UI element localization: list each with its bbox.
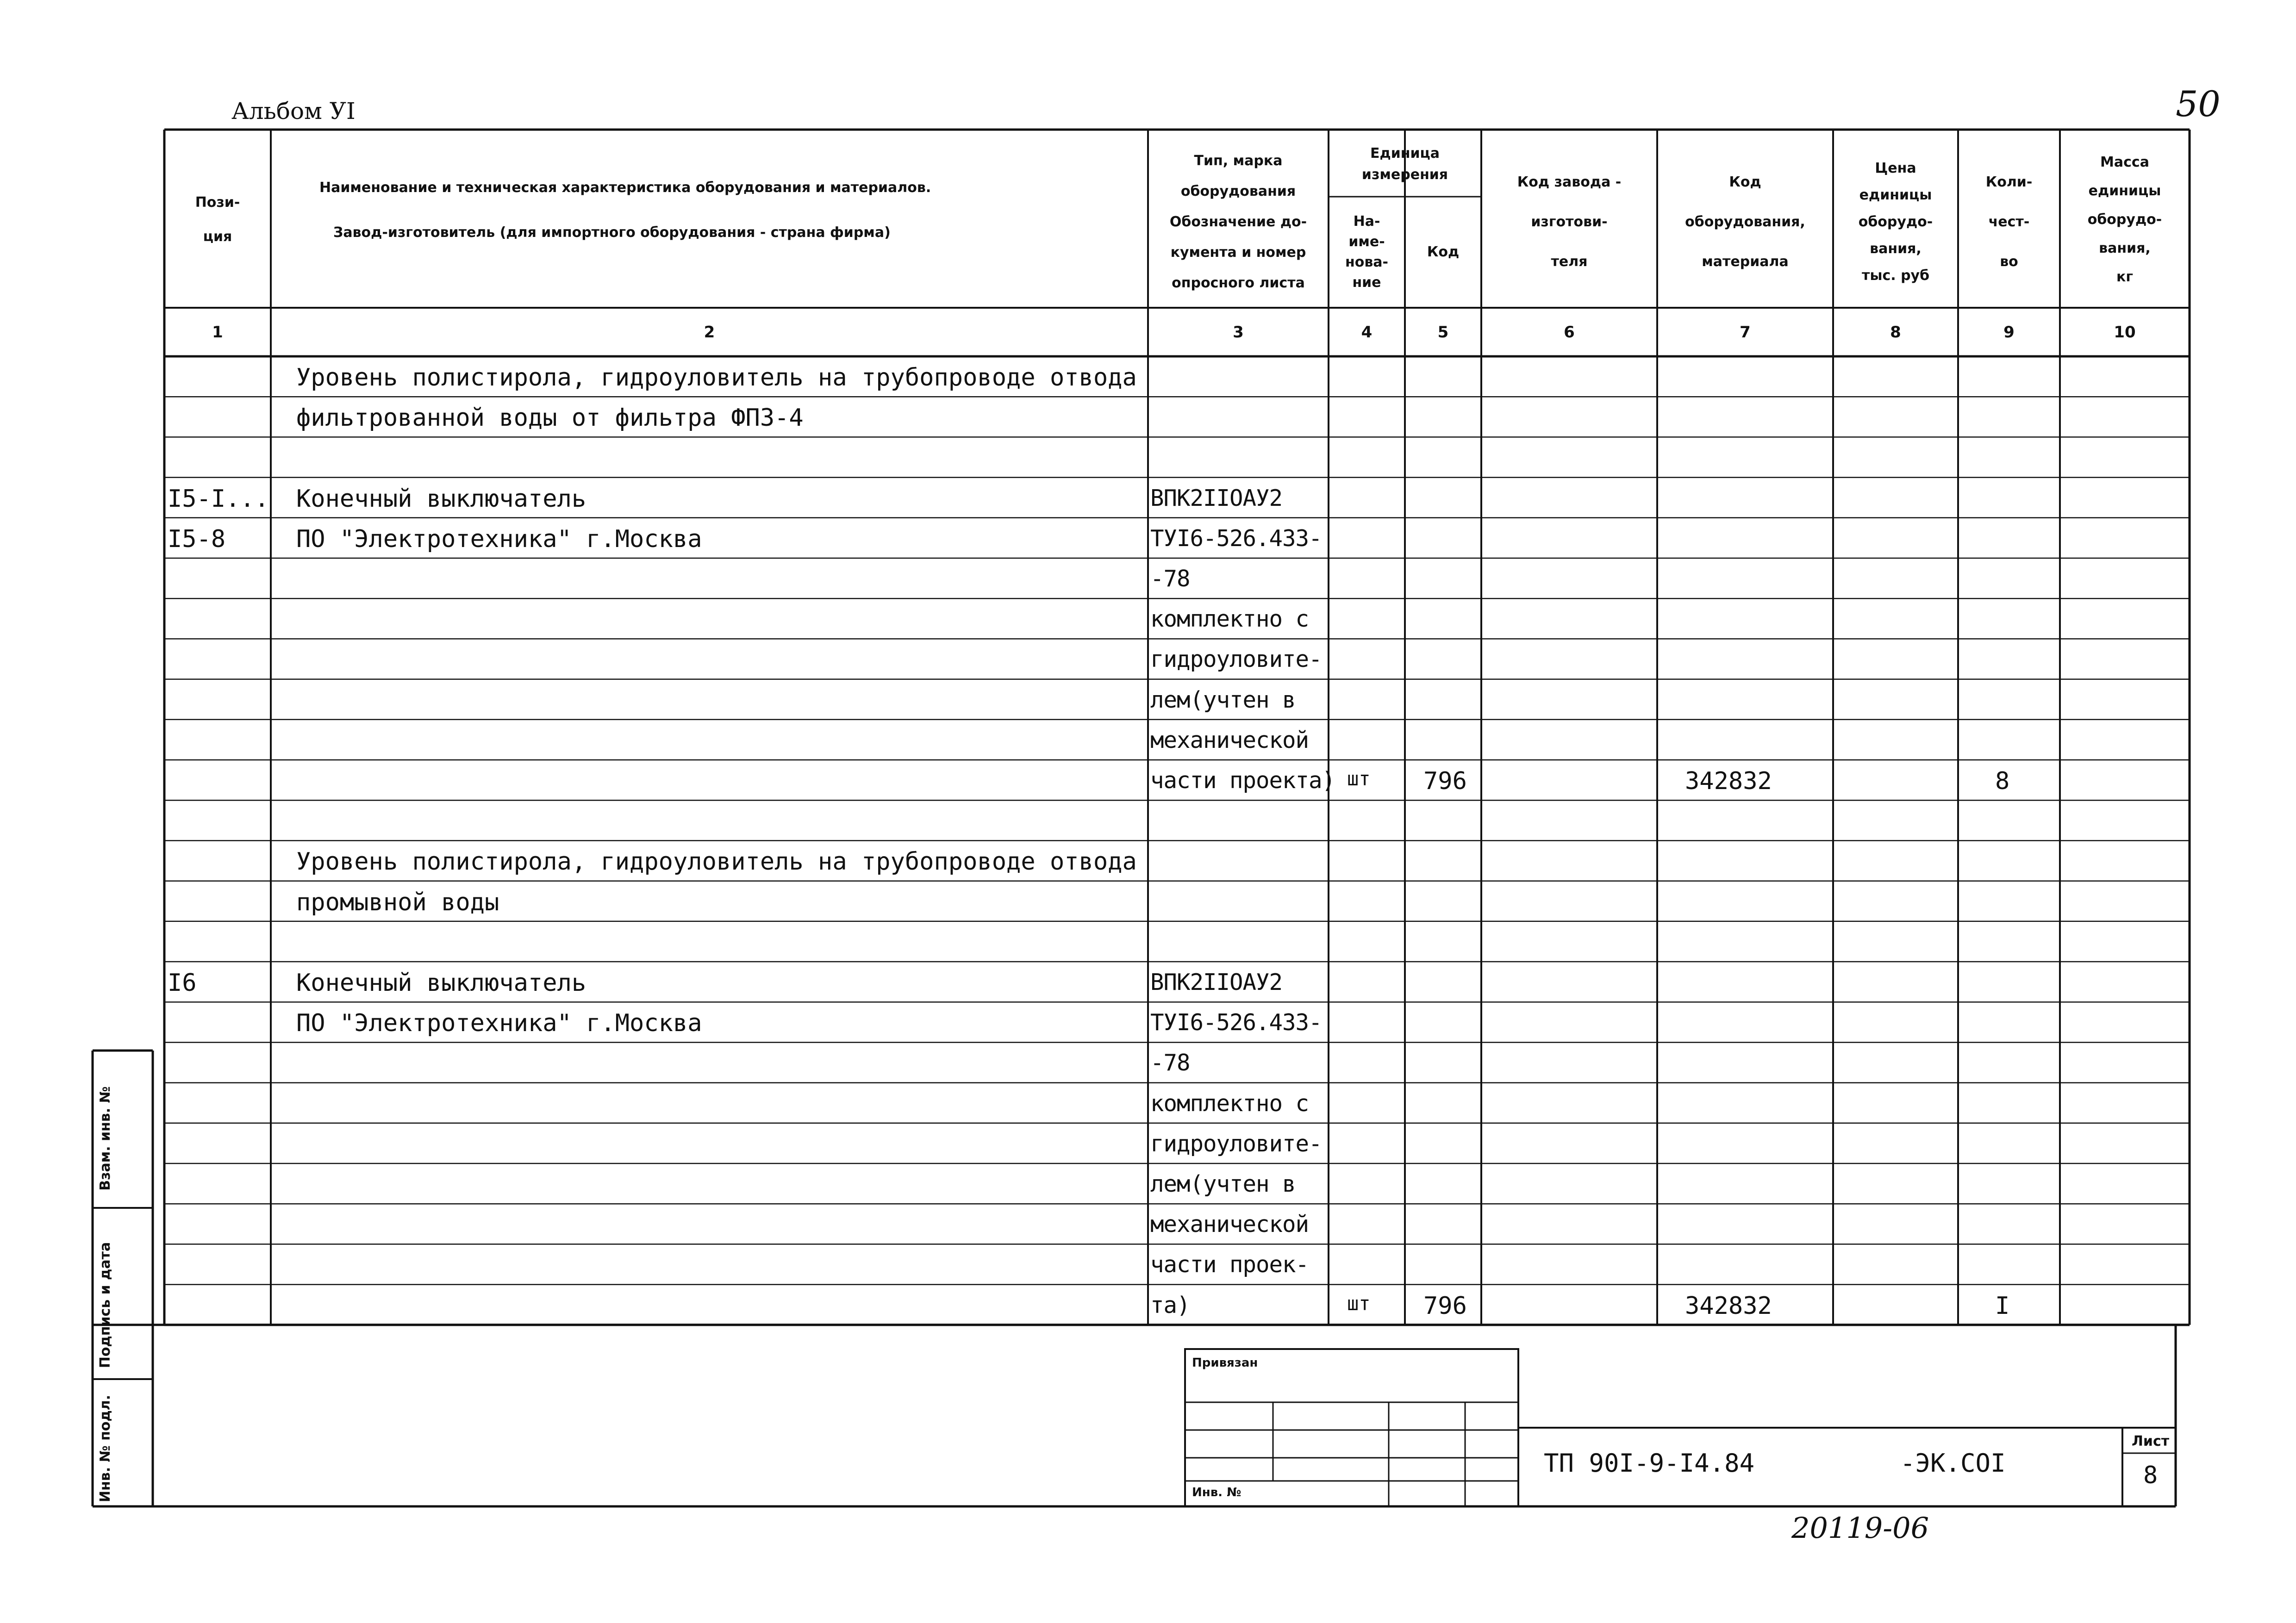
type-cell: части проек- [1150, 1251, 1309, 1278]
type-cell: лем(учтен в [1150, 686, 1296, 713]
name-cell: ПО "Электротехника" г.Москва [296, 525, 702, 553]
frame-rect [1185, 1349, 1518, 1506]
type-cell: ТУI6-526.433- [1150, 1009, 1322, 1036]
type-cell: комплектно с [1150, 606, 1309, 633]
type-cell: та) [1150, 1292, 1190, 1318]
name-cell: Уровень полистирола, гидроуловитель на трубопроводе отвода [296, 364, 1137, 392]
position-cell: I6 [168, 969, 197, 997]
stamp-podpis-data: Подпись и дата [97, 1242, 113, 1368]
type-cell: комплектно с [1150, 1090, 1309, 1117]
title-inv-no: Инв. № [1192, 1486, 1242, 1499]
column-number: 3 [1233, 323, 1244, 342]
column-number: 7 [1740, 323, 1751, 342]
column-number: 8 [1890, 323, 1901, 342]
quantity-cell: I [1995, 1292, 2010, 1320]
column-number: 6 [1564, 323, 1575, 342]
sheet-number: 8 [2143, 1461, 2158, 1489]
stamp-inv-podl: Инв. № подл. [97, 1394, 113, 1503]
header-position: Пози- ция [195, 194, 240, 245]
type-cell: части проекта) [1150, 767, 1335, 794]
table-row [164, 437, 2190, 477]
header-equipment-code: Код оборудования, материала [1685, 174, 1805, 270]
name-cell: Конечный выключатель [296, 485, 586, 513]
unit-name-cell: шт [1347, 1292, 1371, 1315]
page-number-handwritten: 50 [2176, 83, 2221, 124]
type-cell: -78 [1150, 566, 1190, 592]
unit-name-cell: шт [1347, 767, 1371, 790]
column-number: 1 [212, 323, 223, 342]
header-quantity: Коли- чест- во [1985, 174, 2033, 270]
type-cell: ВПК2IIОАУ2 [1150, 485, 1283, 511]
header-name-line2: Завод-изготовитель (для импортного оборудования - страна фирма) [333, 224, 891, 241]
header-mass: Масса единицы оборудо- вания, кг [2087, 154, 2162, 285]
column-number: 2 [704, 323, 715, 342]
stamp-vzam-inv: Взам. инв. № [97, 1086, 113, 1191]
unit-code-cell: 796 [1423, 767, 1467, 795]
position-cell: I5-8 [168, 525, 226, 553]
header-name-line1: Наименование и техническая характеристика оборудования и материалов. [319, 180, 931, 196]
type-cell: лем(учтен в [1150, 1171, 1296, 1197]
document-suffix: -ЭК.COI [1900, 1449, 2006, 1478]
header-unit-name: На- име- нова- ние [1345, 213, 1389, 291]
column-number: 4 [1361, 323, 1373, 342]
column-number: 5 [1437, 323, 1449, 342]
header-type: Тип, марка оборудования Обозначение до- кумента и номер опросного листа [1169, 153, 1307, 291]
type-cell: гидроуловите- [1150, 646, 1322, 673]
sheet-label: Лист [2132, 1433, 2170, 1449]
equipment-code-cell: 342832 [1685, 767, 1772, 795]
type-cell: ТУI6-526.433- [1150, 525, 1322, 552]
equipment-code-cell: 342832 [1685, 1292, 1772, 1320]
header-unit-group: Единица измерения [1361, 145, 1448, 183]
title-privyazan: Привязан [1192, 1356, 1258, 1370]
header-manufacturer-code: Код завода - изготови- теля [1517, 174, 1622, 270]
type-cell: -78 [1150, 1050, 1190, 1076]
type-cell: механической [1150, 727, 1309, 753]
table-row [164, 921, 2190, 962]
name-cell: фильтрованной воды от фильтра ФПЗ-4 [296, 404, 804, 432]
type-cell: гидроуловите- [1150, 1130, 1322, 1157]
name-cell: Уровень полистирола, гидроуловитель на трубопроводе отвода [296, 848, 1137, 876]
document-code: ТП 90I-9-I4.84 [1544, 1449, 1755, 1478]
handwritten-registration-number: 20119-06 [1791, 1511, 1929, 1545]
header-price: Цена единицы оборудо- вания, тыс. руб [1858, 160, 1933, 284]
column-number: 10 [2114, 323, 2136, 342]
type-cell: ВПК2IIОАУ2 [1150, 969, 1283, 995]
type-cell: механической [1150, 1211, 1309, 1238]
name-cell: Конечный выключатель [296, 969, 586, 997]
quantity-cell: 8 [1995, 767, 2010, 795]
name-cell: промывной воды [296, 888, 499, 916]
unit-code-cell: 796 [1423, 1292, 1467, 1320]
header-unit-code: Код [1427, 244, 1460, 260]
table-row [164, 800, 2190, 840]
album-label: Альбом УI [231, 98, 356, 124]
position-cell: I5-I... [168, 485, 269, 513]
name-cell: ПО "Электротехника" г.Москва [296, 1009, 702, 1038]
column-number: 9 [2003, 323, 2015, 342]
